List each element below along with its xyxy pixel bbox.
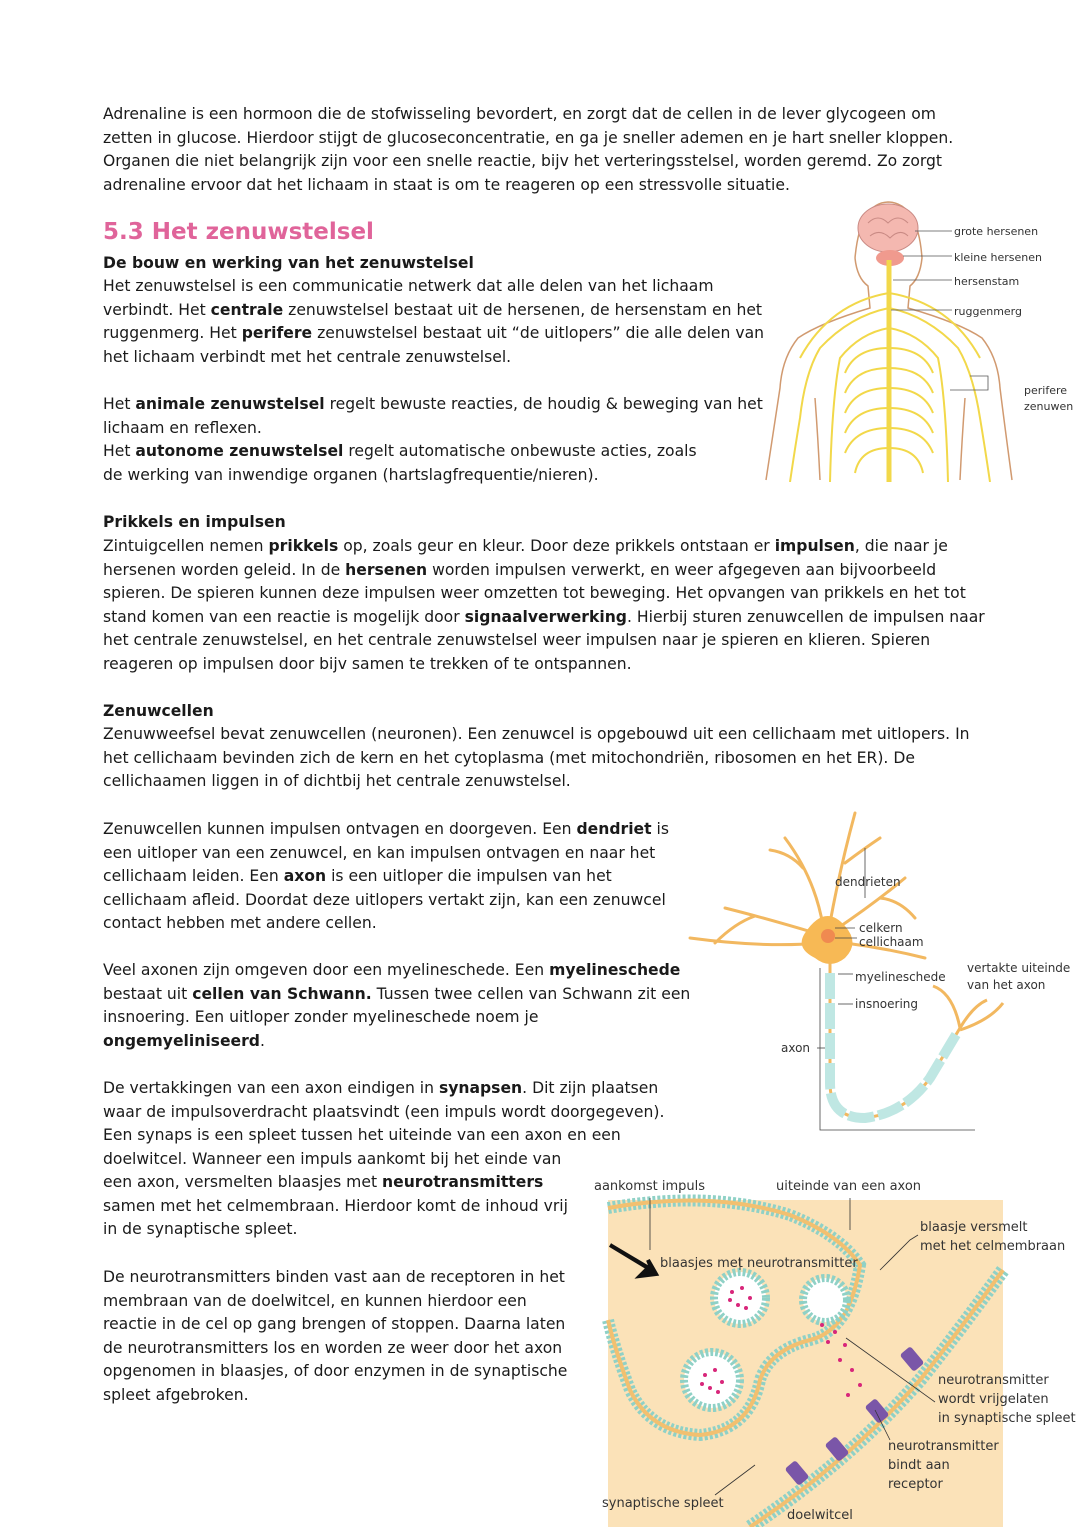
text-line: adrenaline ervoor dat het lichaam in staat is om te reageren op een stressvolle situatie.	[103, 175, 790, 194]
label-cellichaam: cellichaam	[859, 935, 924, 949]
text-line: zenuwstelsel bestaat uit “de uitlopers” die alle delen van	[312, 324, 765, 342]
text-line: doelwitcel. Wanneer een impuls aankomt bij het einde van	[103, 1149, 562, 1168]
text-line: Zintuigcellen nemen	[103, 537, 269, 555]
text-line: ruggenmerg. Het	[103, 324, 242, 342]
text-line: Het	[103, 395, 136, 413]
text-line: reageren op impulsen door bijv samen te trekken of te ontspannen.	[103, 654, 632, 673]
label-celkern: celkern	[859, 921, 903, 935]
neuron-figure	[685, 808, 1080, 1138]
bold-term: cellen van Schwann.	[192, 984, 372, 1003]
paragraph-prikkels	[103, 535, 985, 676]
paragraph-dendriet	[103, 818, 669, 936]
text-line: hersenen worden geleid. In de	[103, 560, 346, 579]
bold-term: perifere	[241, 324, 313, 342]
text-line: worden impulsen verwerkt, en weer afgegeven aan bijvoorbeeld	[427, 560, 937, 579]
text-line: bestaat uit	[103, 984, 193, 1003]
label-blaasjes-neurotransmitter: blaasjes met neurotransmitter	[660, 1256, 858, 1271]
text-line: , die naar je	[854, 537, 948, 555]
bold-term: autonome zenuwstelsel	[135, 442, 344, 460]
text-line: spleet afgebroken.	[103, 1385, 249, 1404]
text-line: membraan van de doelwitcel, en kunnen hierdoor een	[103, 1291, 527, 1310]
text-line: . Hierbij sturen zenuwcellen de impulsen naar	[626, 607, 985, 626]
label-nt-bindt-1: neurotransmitter	[888, 1439, 999, 1454]
paragraph-receptor	[103, 1266, 567, 1407]
text-line: Het	[103, 442, 136, 460]
axon-branches	[933, 986, 1003, 1030]
text-line: opgenomen in blaasjes, of door enzymen in de synaptische	[103, 1362, 568, 1380]
subheading-prikkels: Prikkels en impulsen	[103, 513, 286, 531]
label-blaasje-versmelt: blaasje versmelt	[920, 1220, 1028, 1235]
text-line: De neurotransmitters binden vast aan de receptoren in het	[103, 1268, 565, 1286]
label-axon: axon	[781, 1041, 811, 1055]
paragraph-myeline	[103, 959, 690, 1053]
leader-lines	[817, 848, 975, 1130]
text-line: een axon, versmelten blaasjes met	[103, 1173, 383, 1191]
text-line: regelt automatische onbewuste acties, zoals	[343, 442, 697, 460]
text-line: cellichaamen liggen in of dichtbij het centrale zenuwstelsel.	[103, 772, 571, 790]
text-line: in de synaptische spleet.	[103, 1220, 298, 1238]
text-line: De vertakkingen van een axon eindigen in	[103, 1079, 439, 1097]
text-line: het cellichaam bevinden zich de kern en het cytoplasma (met mitochondriën, ribosomen en het ER). De	[103, 748, 915, 767]
text-line: spieren. De spieren kunnen deze impulsen weer omzetten tot beweging. Het opvangen van prikkels en het tot	[103, 584, 966, 602]
label-dendrieten: dendrieten	[835, 875, 901, 889]
label-hersenstam: hersenstam	[954, 275, 1020, 288]
text-line: Organen die niet belangrijk zijn voor een snelle reactie, bijv het verteringsstelsel, worden geremd. Zo zorgt	[103, 152, 943, 170]
nucleus	[821, 929, 835, 943]
text-line: de neurotransmitters los en worden ze weer door het axon	[103, 1338, 563, 1357]
text-line: verbindt. Het	[103, 300, 211, 319]
text-line: .	[259, 1031, 265, 1050]
text-line: samen met het celmembraan. Hierdoor komt de inhoud vrij	[103, 1196, 568, 1215]
label-perifere: perifere	[1024, 384, 1068, 397]
paragraph-bouw	[103, 275, 764, 369]
label-uiteinde-axon: uiteinde van een axon	[776, 1179, 922, 1194]
text-line: insnoering. Een uitloper zonder myelineschede noem je	[103, 1008, 539, 1026]
label-met-celmembraan: met het celmembraan	[920, 1239, 1066, 1254]
brain	[858, 204, 918, 266]
label-doelwitcel: doelwitcel	[787, 1508, 853, 1523]
text-line: Het zenuwstelsel is een communicatie netwerk dat alle delen van het lichaam	[103, 277, 714, 295]
bold-term: hersenen	[345, 560, 428, 579]
subheading-bouw: De bouw en werking van het zenuwstelsel	[103, 254, 474, 272]
label-zenuwen: zenuwen	[1024, 400, 1074, 413]
subheading-zenuwcellen: Zenuwcellen	[103, 702, 214, 720]
text-line: op, zoals geur en kleur. Door deze prikkels ontstaan er	[338, 537, 775, 555]
text-line: reactie in de cel op gang brengen of stoppen. Daarna laten	[103, 1315, 566, 1333]
text-line: contact hebben met andere cellen.	[103, 914, 377, 932]
bold-term: synapsen	[438, 1079, 523, 1097]
text-line: een uitloper van een zenuwcel, en kan impulsen ontvagen en naar het	[103, 843, 656, 862]
bold-term: dendriet	[576, 820, 652, 838]
label-nt-vrij-2: wordt vrijgelaten	[938, 1392, 1049, 1407]
label-aankomst-impuls: aankomst impuls	[594, 1179, 706, 1194]
paragraph-synaps	[103, 1077, 664, 1242]
paragraph-animaal	[103, 393, 763, 487]
label-van-het-axon: van het axon	[967, 978, 1046, 992]
text-line: Veel axonen zijn omgeven door een myelineschede. Een	[103, 961, 550, 979]
label-ruggenmerg: ruggenmerg	[954, 305, 1022, 318]
label-myelineschede: myelineschede	[855, 970, 946, 984]
label-nt-vrij-1: neurotransmitter	[938, 1373, 1049, 1388]
label-grote-hersenen: grote hersenen	[954, 225, 1039, 238]
text-line: is	[651, 820, 669, 838]
bold-term: ongemyeliniseerd	[103, 1031, 260, 1050]
text-line: regelt bewuste reacties, de houdig & beweging van het	[324, 395, 763, 413]
text-line: is een uitloper die impulsen van het	[326, 867, 612, 885]
text-line: . Dit zijn plaatsen	[522, 1079, 659, 1097]
label-nt-bindt-3: receptor	[888, 1477, 943, 1492]
paragraph-zenuwcellen	[103, 723, 970, 794]
text-line: zetten in glucose. Hierdoor stijgt de glucoseconcentratie, en ga je sneller ademen en je hart sneller kloppen.	[103, 128, 954, 147]
bold-term: myelineschede	[549, 961, 681, 979]
bold-term: axon	[283, 867, 327, 885]
text-line: waar de impulsoverdracht plaatsvindt (een impuls wordt doorgegeven).	[103, 1102, 665, 1121]
label-synaptische-spleet: synaptische spleet	[602, 1496, 724, 1511]
text-line: Zenuwcellen kunnen impulsen ontvagen en doorgeven. Een	[103, 820, 577, 838]
nerves	[790, 260, 990, 482]
text-line: stand komen van een reactie is mogelijk door	[103, 607, 465, 626]
nervous-system-figure	[760, 198, 1080, 482]
text-line: het lichaam verbindt met het centrale zenuwstelsel.	[103, 347, 512, 366]
intro-paragraph	[103, 103, 953, 197]
label-nt-vrij-3: in synaptische spleet	[938, 1411, 1076, 1426]
text-line: Een synaps is een spleet tussen het uiteinde van een axon en een	[103, 1126, 621, 1144]
text-line: cellichaam afleid. Doordat deze uitlopers vertakt zijn, kan een zenuwcel	[103, 890, 666, 909]
bold-term: animale zenuwstelsel	[135, 395, 325, 413]
text-line: het centrale zenuwstelsel, en het centrale zenuwstelsel weer impulsen naar je spieren en klieren. Spieren	[103, 631, 931, 649]
bold-term: prikkels	[268, 537, 339, 555]
text-line: Tussen twee cellen van Schwann zit een	[371, 984, 691, 1003]
text-line: Adrenaline is een hormoon die de stofwisseling bevordert, en zorgt dat de cellen in de lever glycogeen om	[103, 105, 936, 123]
label-nt-bindt-2: bindt aan	[888, 1458, 950, 1473]
text-line: Zenuwweefsel bevat zenuwcellen (neuronen). Een zenuwcel is opgebouwd uit een cellichaam met uitlopers. In	[103, 725, 970, 743]
label-kleine-hersenen: kleine hersenen	[954, 251, 1042, 264]
bold-term: signaalverwerking	[464, 607, 627, 626]
label-vertakte-uiteinde: vertakte uiteinde	[967, 961, 1071, 975]
section-title: 5.3 Het zenuwstelsel	[103, 219, 374, 245]
synapse-figure	[590, 1170, 1080, 1527]
text-line: lichaam en reflexen.	[103, 418, 262, 437]
text-line: cellichaam leiden. Een	[103, 867, 284, 885]
text-line: zenuwstelsel bestaat uit de hersenen, de hersenstam en het	[283, 300, 763, 319]
bold-term: impulsen	[774, 537, 855, 555]
bold-term: centrale	[210, 300, 284, 319]
label-insnoering: insnoering	[855, 997, 919, 1011]
text-line: de werking van inwendige organen (hartslagfrequentie/nieren).	[103, 465, 599, 484]
bold-term: neurotransmitters	[382, 1173, 544, 1191]
